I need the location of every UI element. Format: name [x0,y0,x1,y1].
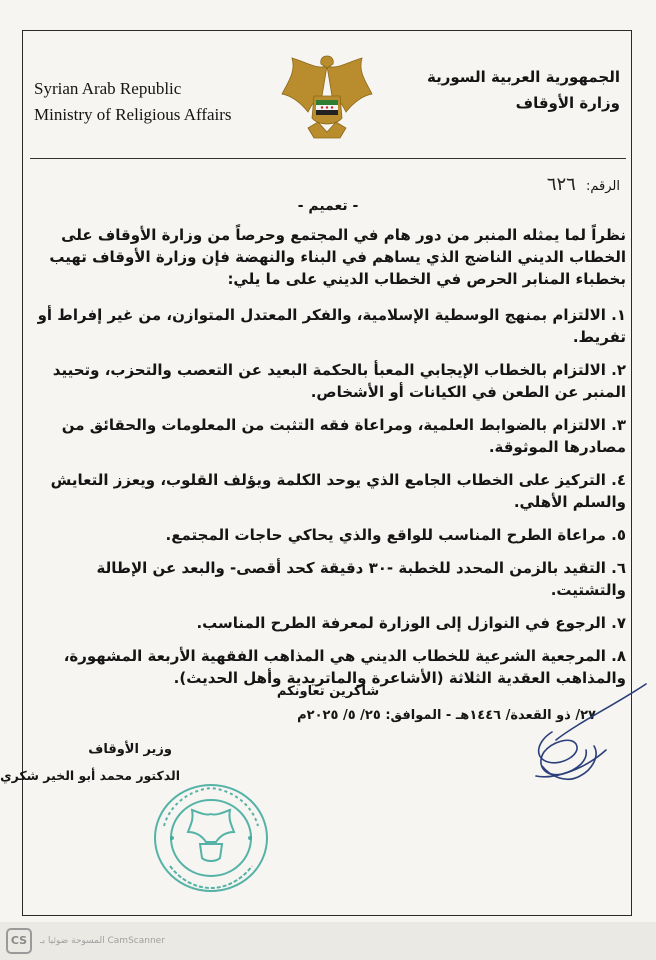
circular-body [26,224,626,700]
signature-icon [496,680,652,792]
intro-paragraph: نظراً لما يمثله المنبر من دور هام في المجتمع وحرصاً من وزارة الأوقاف على الخطاب الديني الناضج الذي يساهم في البناء والنهضة فإن وزارة الأوقاف تهيب بخطباء المنابر الحرص في الخطاب الديني على ما يلي: [49,226,626,288]
list-item: ٥. مراعاة الطرح المناسب للواقع والذي يحاكي حاجات المجتمع. [165,526,626,544]
document-subject: - تعميم - [297,198,359,214]
header-divider [30,158,626,159]
list-item: ٣. الالتزام بالضوابط العلمية، ومراعاة فقه التثبت من المعلومات والحقائق من مصادرها الموثوقة. [61,416,626,456]
letterhead-arabic [427,64,620,116]
signatory-name: الدكتور محمد أبو الخير شكري [0,768,180,783]
reference-number [547,174,620,195]
reference-value: ٦٢٦ [546,174,576,195]
camscanner-watermark: المسوحة ضوئيا بـ CamScanner [40,936,165,946]
letterhead-english [34,76,232,128]
letterhead-ministry-ar: وزارة الأوقاف [515,94,620,112]
reference-label: الرقم: [586,179,620,194]
official-stamp-icon [150,780,272,896]
list-item: ٨. المرجعية الشرعية للخطاب الديني هي المذاهب الفقهية الأربعة المشهورة، والمذاهب العقدية الثلاثة (الأشاعرة والماتريدية وأهل الحديث). [63,647,626,687]
camscanner-logo-icon: CS [6,928,32,954]
closing-thanks: شاكرين تعاونكم [276,684,380,699]
letterhead-ministry-en: Ministry of Religious Affairs [34,105,232,124]
scanner-footer [0,922,656,960]
list-item: ١. الالتزام بمنهج الوسطية الإسلامية، والفكر المعتدل المتوازن، من غير إفراط أو تفريط. [37,306,626,346]
list-item: ٦. التقيد بالزمن المحدد للخطبة -٣٠ دقيقة كحد أقصى- والبعد عن الإطالة والتشتيت. [96,559,626,599]
letterhead-country-ar: الجمهورية العربية السورية [427,68,620,86]
signatory-title: وزير الأوقاف [88,742,172,757]
eagle-emblem-icon [278,52,376,148]
list-item: ٧. الرجوع في النوازل إلى الوزارة لمعرفة الطرح المناسب. [196,614,626,632]
letterhead-country-en: Syrian Arab Republic [34,79,182,98]
document-date: ٢٧/ ذو القعدة/ ١٤٤٦هـ - الموافق: ٢٥/ ٥/ ٢٠٢٥م [297,708,596,723]
list-item: ٢. الالتزام بالخطاب الإيجابي المعبأ بالحكمة البعيد عن التعصب والتحزب، وتحييد المنبر عن الطعن في الكيانات أو الأشخاص. [52,361,626,401]
list-item: ٤. التركيز على الخطاب الجامع الذي يوحد الكلمة ويؤلف القلوب، ويعزز التعايش والسلم الأهلي. [50,471,626,511]
